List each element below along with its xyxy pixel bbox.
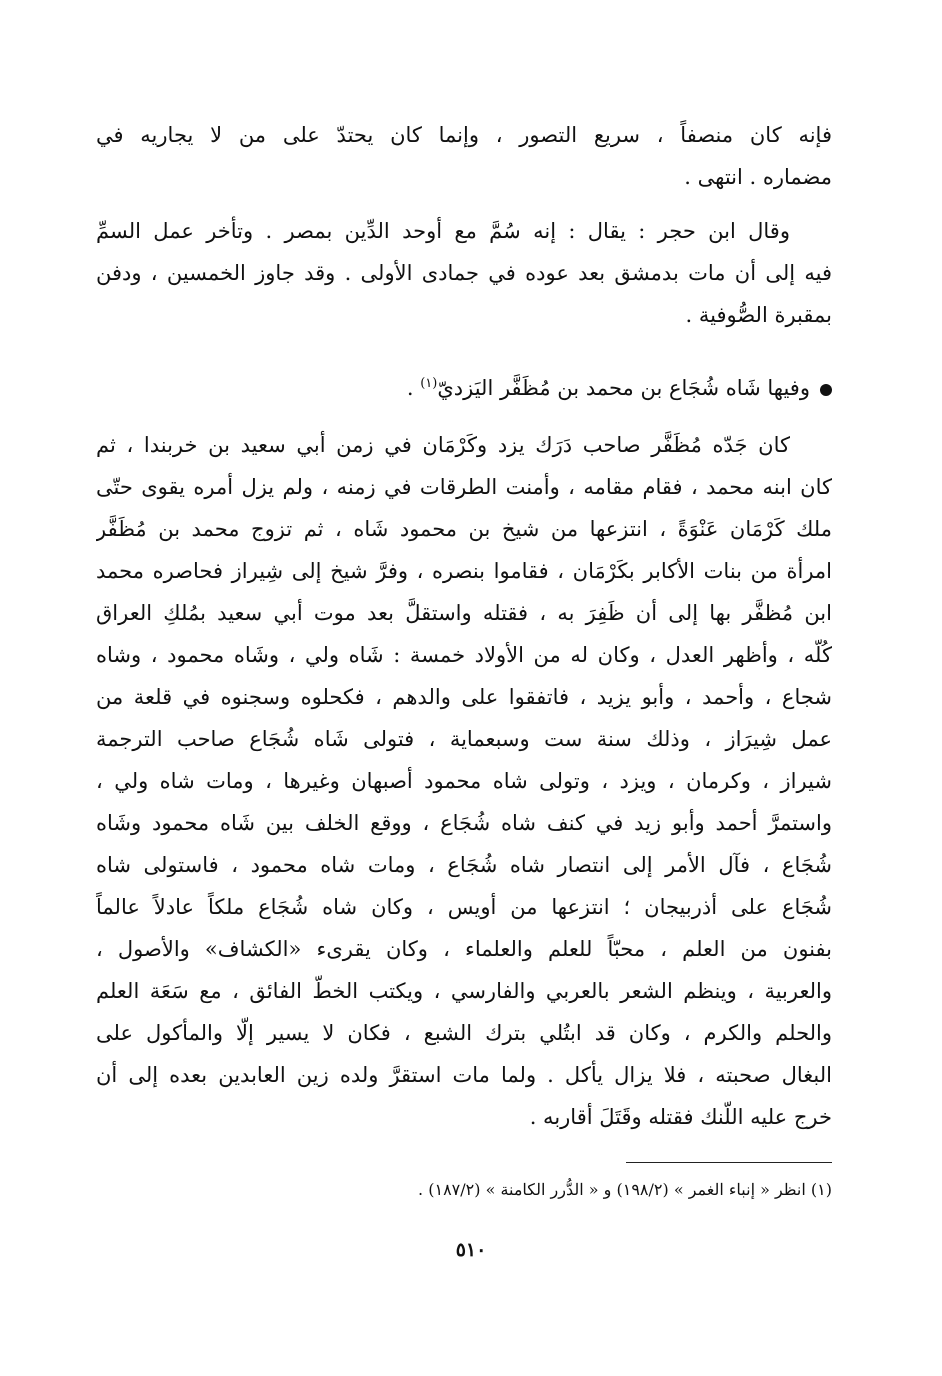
text-line: مضماره . انتهى . — [684, 165, 832, 189]
footnote: (١) انظر « إنباء الغمر » (١٩٨/٢) و « الدُّرر الكامنة » (١٨٧/٢) . — [418, 1180, 832, 1199]
entry-heading — [96, 363, 832, 409]
text-line: والعربية ، وينظم الشعر بالعربي والفارسي ، ويكتب الخطّ الفائق ، مع سَعَة العلم — [96, 979, 832, 1003]
text-line: شجاع ، وأحمد ، وأبو يزيد ، فاتفقوا على والدهم ، فكحلوه وسجنوه في قلعة من — [96, 685, 832, 709]
text-line: شُجَاع ، فآل الأمر إلى انتصار شاه شُجَاع ، ومات شاه محمود ، فاستولى شاه — [96, 853, 832, 877]
text-line: وقال ابن حجر : يقال : إنه سُمَّ مع أوحد الدِّين بمصر . وتأخر عمل السمِّ — [96, 219, 790, 243]
page-number: ٥١٠ — [455, 1239, 487, 1261]
text-line: خرج عليه اللّنك فقتله وقَتَلَ أقاربه . — [529, 1105, 832, 1129]
text-line: ابن مُظفَّر بها إلى أن ظَفِرَ به ، فقتله واستقلَّ بعد موت أبي سعيد بمُلكِ العراق — [96, 601, 832, 625]
text-line: كان جَدّه مُظَفَّر صاحب دَرَك يزد وكَرْمَان في زمن أبي سعيد بن خربندا ، ثم — [96, 433, 790, 457]
text-line: كان ابنه محمد ، فقام مقامه ، وأمنت الطرقات في زمنه ، ولم يزل أمره يقوى حتّى — [96, 475, 832, 499]
text-line: عمل شِيرَاز ، وذلك سنة ست وسبعماية ، فتولى شَاه شُجَاع صاحب الترجمة — [96, 727, 832, 751]
text-line: ملك كَرْمَان عَنْوَةً ، انتزعها من شيخ بن محمود شَاه ، ثم تزوج محمد بن مُظَفَّر — [96, 517, 832, 541]
text-line: البغال صحبته ، فلا يزال يأكل . ولما مات استقرَّ ولده زين العابدين بعده إلى أن — [96, 1063, 832, 1087]
text-line: فإنه كان منصفاً ، سريع التصور ، وإنما كان يحتدّ على من لا يجاريه في — [96, 123, 832, 147]
footnote-marker: (١) — [420, 376, 438, 391]
heading-end: . — [406, 376, 421, 400]
text-line: شيراز ، وكرمان ، ويزد ، وتولى شاه محمود أصبهان وغيرها ، ومات شاه ولي ، — [96, 769, 832, 793]
paragraph-biography — [96, 424, 832, 1138]
heading-text: وفيها شَاه شُجَاع بن محمد بن مُظَفَّر اليَزديّ — [437, 376, 810, 400]
text-line: فيه إلى أن مات بدمشق بعد عوده في جمادى الأولى . وقد جاوز الخمسين ، ودفن — [96, 261, 832, 285]
text-line: امرأة من بنات الأكابر بكَرْمَان ، فقاموا بنصره ، وفرَّ شيخ إلى شِيراز فحاصره محمد — [96, 559, 832, 583]
footnote-divider — [626, 1162, 832, 1163]
text-line: كُلّه ، وأظهر العدل ، وكان له من الأولاد خمسة : شَاه ولي ، وشَاه محمود ، وشاه — [96, 643, 832, 667]
text-line: واستمرَّ أحمد وأبو زيد في كنف شاه شُجَاع ، ووقع الخلف بين شَاه محمود وشَاه — [96, 811, 832, 835]
text-line: بمقبرة الصُّوفية . — [685, 303, 832, 327]
text-line: والحلم والكرم ، وكان قد ابتُلي بترك الشبع ، فكان لا يسير إلّا والمأكول على — [96, 1021, 832, 1045]
paragraph-continuation — [96, 114, 832, 198]
bullet-icon — [820, 384, 832, 396]
paragraph-ibn-hajar — [96, 210, 832, 336]
text-line: بفنون من العلم ، محبّاً للعلم والعلماء ، وكان يقرىء «الكشاف» والأصول ، — [96, 937, 832, 961]
text-line: شُجَاع على أذربيجان ؛ انتزعها من أويس ، وكان شاه شُجَاع ملكاً عادلاً عالماً — [96, 895, 832, 919]
